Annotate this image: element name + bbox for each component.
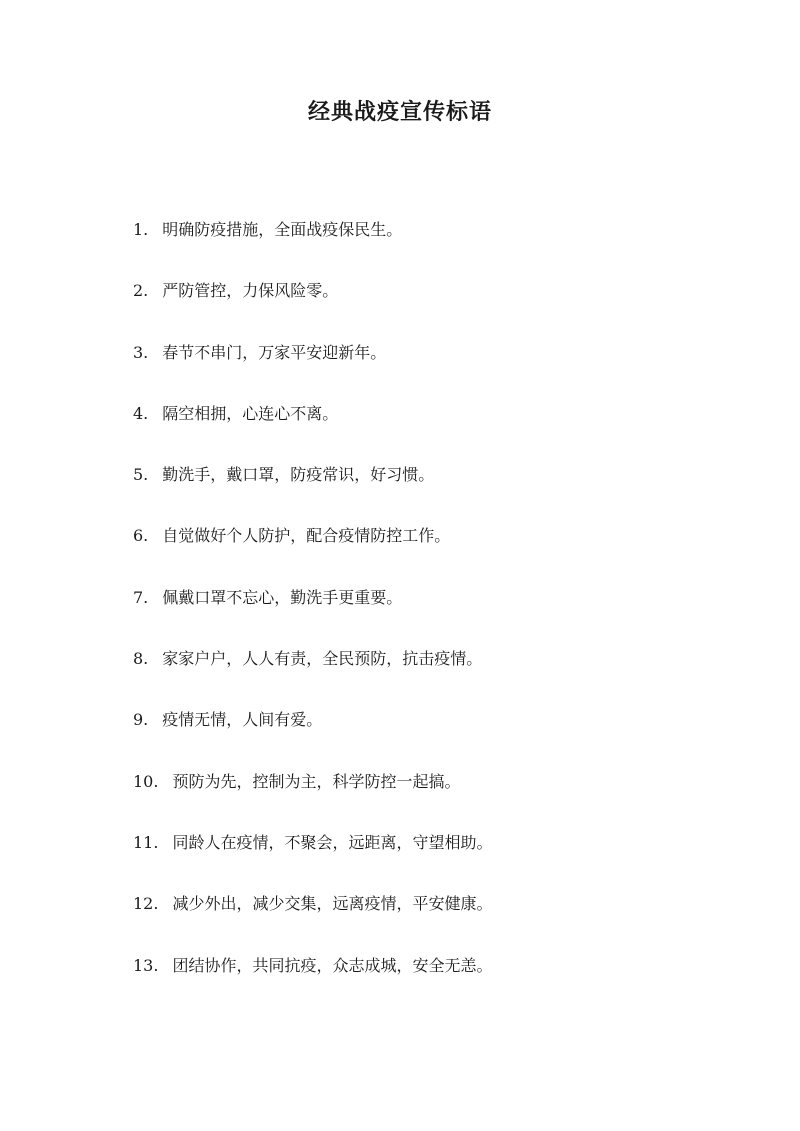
item-text: 明确防疫措施，全面战疫保民生。: [162, 220, 403, 239]
item-number: 7.: [133, 587, 149, 607]
item-text: 佩戴口罩不忘心，勤洗手更重要。: [162, 587, 403, 607]
item-number: 2.: [133, 281, 149, 301]
item-number: 5.: [133, 465, 149, 485]
item-number: 9.: [133, 710, 149, 730]
list-item: [133, 702, 753, 763]
item-text: 春节不串门，万家平安迎新年。: [162, 342, 387, 362]
item-text: 自觉做好个人防护，配合疫情防控工作。: [162, 526, 451, 546]
item-text: 同龄人在疫情，不聚会，远距离，守望相助。: [172, 832, 493, 852]
item-text: 家家户户，人人有责，全民预防，抗击疫情。: [162, 649, 483, 669]
list-item: [133, 396, 753, 457]
list-item: [133, 825, 753, 886]
item-text: 严防管控，力保风险零。: [162, 281, 339, 301]
item-number: 1.: [133, 220, 149, 239]
list-item: [133, 273, 753, 334]
item-text: 减少外出，减少交集，远离疫情，平安健康。: [172, 894, 493, 914]
list-item: [133, 518, 753, 579]
list-item: [133, 886, 753, 947]
list-item: [133, 457, 753, 518]
item-number: 6.: [133, 526, 149, 546]
item-number: 10.: [133, 771, 159, 791]
document-title: 经典战疫宣传标语: [307, 99, 492, 125]
list-item: [133, 948, 753, 1009]
item-number: 4.: [133, 403, 149, 423]
list-item: [133, 580, 753, 641]
item-text: 勤洗手，戴口罩，防疫常识，好习惯。: [162, 465, 435, 485]
slogan-list: [133, 212, 753, 1009]
item-number: 8.: [133, 649, 149, 669]
item-number: 12.: [133, 894, 159, 914]
item-text: 疫情无情，人间有爱。: [162, 710, 323, 730]
item-number: 3.: [133, 342, 149, 362]
item-number: 13.: [133, 955, 159, 975]
list-item: [133, 335, 753, 396]
list-item: [133, 212, 753, 273]
item-text: 团结协作，共同抗疫，众志成城，安全无恙。: [172, 955, 493, 975]
item-text: 隔空相拥，心连心不离。: [162, 403, 339, 423]
list-item: [133, 764, 753, 825]
list-item: [133, 641, 753, 702]
item-text: 预防为先，控制为主，科学防控一起搞。: [172, 771, 461, 791]
item-number: 11.: [133, 832, 159, 852]
